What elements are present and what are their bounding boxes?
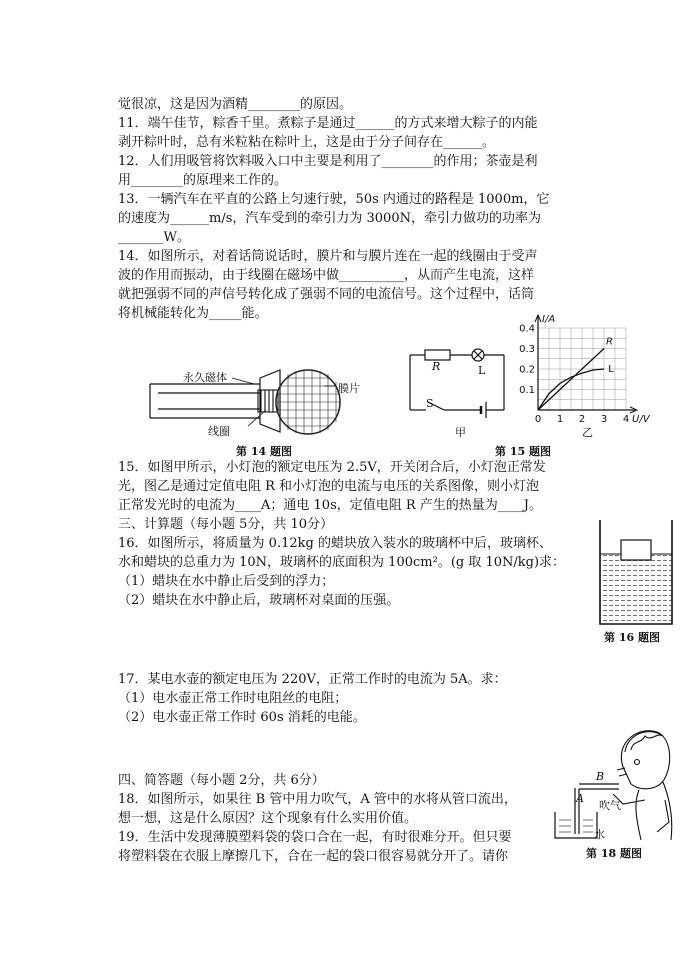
text-line: 13．一辆汽车在平直的公路上匀速行驶，50s 内通过的路程是 1000m，它: [118, 192, 550, 207]
coil-label: 线圈: [208, 425, 230, 438]
x-tick-label: 3: [600, 414, 608, 425]
series-label-L: L: [608, 364, 614, 375]
tube-b-label: B: [596, 770, 605, 783]
text-line: 正常发光时的电流为____A；通电 10s，定值电阻 R 产生的热量为____J。: [118, 498, 542, 513]
text-line: 将机械能转化为_____能。: [118, 306, 268, 321]
boy-head: [621, 731, 669, 789]
figure-18-caption: 第 18 题图: [586, 847, 642, 860]
magnet-label: 永久磁体: [183, 371, 227, 384]
membrane-label: 膜片: [338, 382, 360, 395]
tube-a-label: A: [576, 792, 584, 805]
section-heading: 三、计算题（每小题 5分，共 10分）: [118, 517, 334, 532]
text-line: 11．端午佳节，粽香千里。煮粽子是通过______的方式来增大粽子的内能: [118, 116, 538, 131]
text-line: 就把强弱不同的声信号转化成了强弱不同的电流信号。这个过程中，话筒: [118, 287, 535, 302]
lamp-label: L: [478, 364, 486, 377]
circuit-diagram: [400, 340, 510, 420]
text-line: 15．如图甲所示，小灯泡的额定电压为 2.5V，开关闭合后，小灯泡正常发: [118, 460, 546, 475]
x-tick-label: 1: [556, 414, 564, 425]
text-line: 19．生活中发现薄膜塑料袋的袋口合在一起，有时很难分开。但只要: [118, 830, 512, 845]
text-line: 18．如图所示，如果往 B 管中用力吹气，A 管中的水将从管口流出，: [118, 792, 517, 807]
figure-14-caption: 第 14 题图: [236, 445, 292, 458]
graph-sublabel: 乙: [582, 426, 593, 439]
circuit-sublabel: 甲: [455, 426, 466, 439]
text-line: 用________的原理来工作的。: [118, 173, 288, 188]
x-tick-label: 2: [578, 414, 586, 425]
water: [600, 554, 672, 624]
wax-block: [621, 540, 651, 560]
text-line: 14．如图所示，对着话筒说话时，膜片和与膜片连在一起的线圈由于受声: [118, 249, 538, 264]
text-line: 波的作用而振动，由于线圈在磁场中做__________，从而产生电流，这样: [118, 268, 535, 283]
text-line: 17．某电水壶的额定电压为 220V，正常工作时的电流为 5A。求：: [118, 672, 507, 687]
x-tick-label: 4: [622, 414, 630, 425]
resistor-label: R: [432, 360, 441, 373]
text-line: 剥开粽叶时，总有米粒粘在粽叶上，这是由于分子间存在______。: [118, 135, 496, 150]
beaker-figure: [597, 518, 675, 626]
x-tick-label: 0: [534, 414, 542, 425]
switch-label: S: [426, 397, 434, 410]
y-axis-label: I/A: [542, 314, 556, 325]
text-line: 将塑料袋在衣服上摩擦几下，合在一起的袋口很容易就分开了。请你: [118, 849, 509, 864]
y-tick-label: 0.1: [519, 385, 535, 396]
text-line: _______W。: [118, 230, 190, 245]
figure-15-caption: 第 15 题图: [495, 445, 551, 458]
text-line: （2）电水壶正常工作时 60s 消耗的电能。: [118, 710, 366, 725]
water-label: 水: [594, 828, 605, 841]
iu-graph: [514, 312, 650, 425]
text-line: （1）电水壶正常工作时电阻丝的电阻；: [118, 691, 348, 706]
water-cup: [555, 812, 597, 838]
magnet-pointer: [232, 378, 254, 384]
x-axis-label: U/V: [632, 414, 650, 425]
blow-label: 吹气: [599, 799, 621, 812]
coil: [258, 390, 278, 412]
text-line: 的速度为______m/s，汽车受到的牵引力为 3000N，牵引力做功的功率为: [118, 211, 541, 226]
membrane-mesh: [276, 370, 340, 434]
text-line: 水和蜡块的总重力为 10N，玻璃杯的底面积为 100cm²。(g 取 10N/kg)求：: [118, 555, 566, 570]
text-line: （1）蜡块在水中静止后受到的浮力；: [118, 574, 335, 589]
y-tick-label: 0.2: [519, 364, 535, 376]
text-line: 12．人们用吸管将饮料吸入口中主要是利用了________的作用；茶壶是利: [118, 154, 538, 169]
y-tick-label: 0.3: [519, 344, 535, 355]
text-line: 光，图乙是通过定值电阻 R 和小灯泡的电流与电压的关系图像，则小灯泡: [118, 479, 540, 494]
series-label-R: R: [606, 336, 613, 348]
text-line: 想一想，这是什么原因？这个现象有什么实用价值。: [118, 811, 418, 826]
text-line: 16．如图所示，将质量为 0.12kg 的蜡块放入装水的玻璃杯中后，玻璃杯、: [118, 536, 552, 551]
text-line: 觉很凉，这是因为酒精________的原因。: [118, 97, 353, 112]
blowing-figure: [553, 722, 673, 842]
section-heading: 四、简答题（每小题 2分，共 6分）: [118, 773, 325, 788]
boy-body: [636, 782, 672, 840]
resistor-symbol: [425, 350, 450, 360]
y-tick-label: 0.4: [519, 323, 535, 335]
figure-16-caption: 第 16 题图: [604, 631, 660, 644]
text-line: （2）蜡块在水中静止后，玻璃杯对桌面的压强。: [118, 593, 400, 608]
